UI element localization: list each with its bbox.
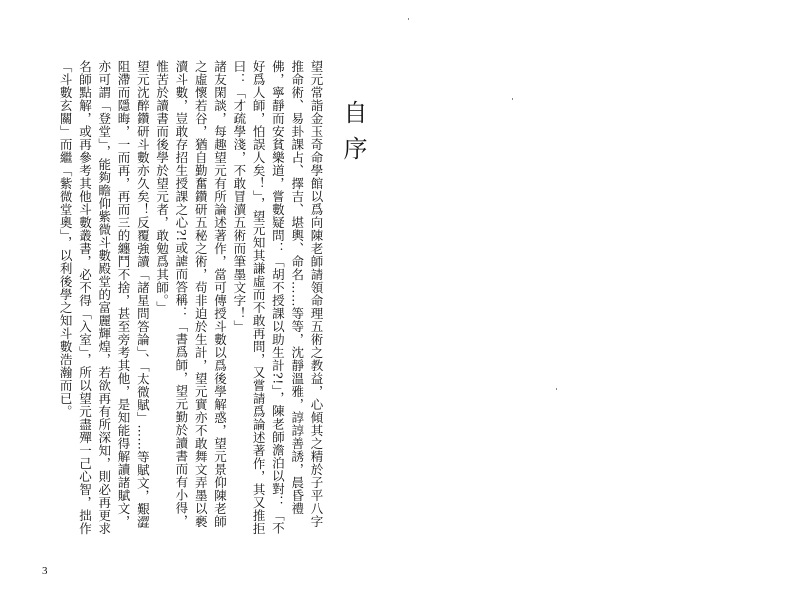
scan-speck [556, 388, 557, 390]
paragraph: 諸友閑談，每趣望元有所論述著作，當可傳授斗數以爲後學解惑，望元景仰陳老師之虛懷若谷，猶自勤奮鑽研五秘之術，茍非迫於生計，望元實亦不敢舞文弄墨以褻瀆斗數，豈敢存招生授課之心?!或謔而答稱：「書爲師，望元勤於讀書而有小得，惟苦於讀書而後學於望元者，敢勉爲其師。」 [154, 60, 228, 528]
page-number: 3 [42, 565, 48, 577]
paragraph: 望元常詣金玉奇命學館以爲向陳老師請領命理五術之教益，心傾其之精於子平八字推命術、易卦課占、擇吉、堪輿、命名……等等，沈靜溫雅，諄諄善誘，晨昏禮佛，寧靜而安貧樂道，嘗數疑問：「胡不授課以助生計?!」，陳老師澹泊以對：「不好爲人師，怕誤人矣！」，望元知其謙虛而不敢再問，又嘗請爲論述著作，其又推拒曰：「才疏學淺，不敢冒瀆五術而筆墨文字！」 [231, 60, 324, 535]
scan-speck [512, 98, 513, 100]
paragraph: 望元沈醉鑽研斗數亦久矣！反覆強讀「諸星問答論」、「太微賦」……等賦文，艱澀阻滯而隱晦，一而再，再而三的纏鬥不捨，甚至旁考其他，是知能得解讀諸賦文，亦可謂「登堂」，能夠瞻仰紫微斗數殿堂的富麗輝煌，若欲再有所深知，則必再更求名師點解，或再參考其他斗數叢書，必不得「入室」，所以望元盡殫一己心智，拙作「斗數玄關」而繼「紫微堂奧」，以利後學之知斗數浩瀚而已。 [58, 60, 151, 535]
scan-speck [408, 18, 409, 20]
page-title: 自序 [339, 100, 367, 172]
preface-body [42, 60, 326, 540]
